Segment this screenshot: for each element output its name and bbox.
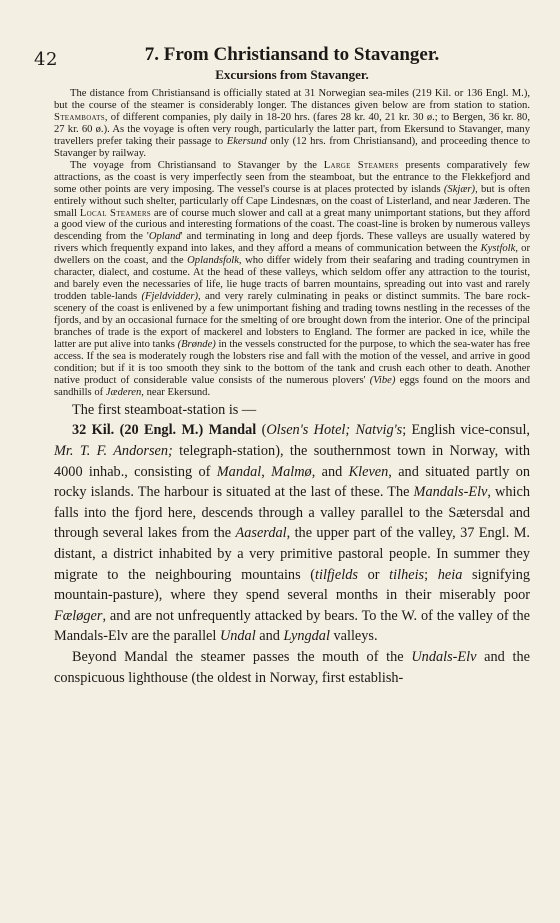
italic-run: tilheis <box>389 566 425 583</box>
text-run: ; English vice-consul, <box>402 422 530 439</box>
italic-run: Jæderen <box>105 386 142 398</box>
book-page <box>0 44 560 923</box>
text-run: or <box>357 566 390 583</box>
text-run: , but is often entirely without such shelter, particularly off Cape Lindesnæs, on the coast of Listerland, and near Jæderen. The small <box>54 183 530 219</box>
italic-run: Undals-Elv <box>411 648 477 665</box>
text-run: The voyage from Christiansand to Stavanger by the <box>70 159 324 171</box>
text-run: valleys. <box>329 628 378 645</box>
paragraph-voyage <box>54 160 530 399</box>
text-run: , who differ widely from their seafaring and trading countrymen in character, dialect, and costume. At the head of these valleys, which seldom offer any attraction to the tourist, and barely even the necessaries of life, lie huge tracts of barren mountains, spreading out into vast and rarely trodden table-lands <box>54 255 531 303</box>
small-caps-run: Local Steamers <box>79 207 151 219</box>
text-run: Beyond Mandal the steamer passes the mouth of the <box>72 648 412 665</box>
text-run: , near Ekersund. <box>141 386 211 398</box>
italic-run: Fæløger <box>54 607 103 624</box>
text-run: , <box>261 463 272 480</box>
italic-run: Oplandsfolk <box>187 255 239 267</box>
text-run: , of different companies, ply daily in 18-20 hrs. (fares 28 kr. 40, 21 kr. 30 ø.; to Bergen, 36 kr. 80, 27 kr. 60 ø.). As the voyage is often very rough, particularly the latter part, from Ekersund to Stavanger, many travellers prefer taking their passage to <box>54 111 530 147</box>
text-run: only (12 hrs. from Christiansand), and proceeding thence to Stavanger by railway. <box>54 135 530 159</box>
paragraph-first-station <box>54 400 530 421</box>
italic-run: Olsen's Hotel; Natvig's <box>266 422 403 439</box>
italic-run: (Vibe) <box>369 374 396 386</box>
text-run: ; <box>424 566 438 583</box>
italic-run: Mandal <box>216 463 262 480</box>
italic-run: Lyngdal <box>283 628 330 645</box>
text-run: , and are not unfrequently attacked by bears. To the W. of the valley of the Mandals-Elv are the parallel <box>54 607 530 645</box>
italic-run: Kystfolk <box>480 243 516 255</box>
large-print-section <box>54 400 530 688</box>
italic-run: Mr. T. F. Andorsen; <box>54 442 173 459</box>
paragraph-beyond-mandal <box>54 647 530 688</box>
paragraph-distance <box>54 88 530 160</box>
text-run: telegraph-station), the southernmost town in Norway, with 4000 inhab., consisting of <box>54 442 530 480</box>
text-run: are of course much slower and call at a great many unimportant stations, but they afford a good view of the curious and interesting formations of the coast. The coast-line is broken by numerous valleys descending from the ' <box>54 207 531 243</box>
italic-run: Mandals-Elv <box>413 484 488 501</box>
text-run: and the conspicuous lighthouse (the oldest in Norway, first establish- <box>54 648 530 686</box>
italic-run: Undal <box>219 628 256 645</box>
italic-run: tilfjelds <box>315 566 358 583</box>
italic-run: Ekersund <box>226 135 267 147</box>
text-run: The first steamboat-station is — <box>72 401 257 418</box>
italic-run: (Fjeldvidder) <box>141 291 199 303</box>
italic-run: Opland <box>148 231 181 243</box>
chapter-title: 7. From Christiansand to Stavanger. <box>144 44 440 65</box>
italic-run: Malmø <box>271 463 312 480</box>
bold-run: 32 Kil. (20 Engl. M.) Mandal <box>72 422 257 439</box>
text-run: , the upper part of the valley, 37 Engl. M. distant, a district inhabited by a very primitive pastoral people. In summer they migrate to the neighbouring mountains ( <box>54 525 530 583</box>
page-number: 42 <box>34 49 58 70</box>
text-run: , which falls into the fjord here, descends through a valley parallel to the Sætersdal and through several lakes from the <box>54 484 530 542</box>
text-run: , and situated partly on rocky islands. The harbour is situated at the last of these. The <box>54 463 530 501</box>
italic-run: (Brønde) <box>177 339 216 351</box>
text-run: , and <box>311 463 349 480</box>
small-print-section <box>54 88 530 399</box>
italic-run: Aaserdal <box>235 525 287 542</box>
small-caps-run: Steamboats <box>54 111 105 123</box>
text-run: ( <box>256 422 267 439</box>
text-run: ' and terminating in long and deep fjords. These valleys are usually watered by rivers which frequently expand into lakes, and they afford a means of communication between the <box>54 231 531 255</box>
text-run: , or dwellers on the coast, and the <box>54 243 530 267</box>
text-run: The distance from Christiansand is officially stated at 31 Norwegian sea-miles (219 Kil. or 136 Engl. M.), but the course of the steamer is considerably longer. The distances given below are from station to station. <box>54 88 530 111</box>
text-run: signifying mountain-pasture), where they spend several months in their miserably poor <box>54 566 530 604</box>
text-run: and <box>255 628 284 645</box>
italic-run: Kleven <box>348 463 389 480</box>
italic-run: heia <box>437 566 463 583</box>
text-run: in the vessels constructed for the purpose, to which the sea-water has free access. If the sea is moderately rough the lobsters rise and fall with the motion of the vessel, and arrive in good condition; but if it is too smooth they sink to the bottom of the tank and crush each other to death. Another native product of considerable value consists of the numerous plovers' <box>54 339 530 386</box>
text-run: presents comparatively few attractions, as the coast is very imperfectly seen from the steamboat, but the entrance to the Flekkefjord and some other points are very imposing. The vessel's course is at places protected by islands <box>54 159 530 195</box>
chapter-subtitle: Excursions from Stavanger. <box>215 67 369 82</box>
text-run: eggs found on the moors and sandhills of <box>54 374 530 398</box>
small-caps-run: Large Steamers <box>323 159 399 171</box>
paragraph-mandal <box>54 420 530 647</box>
italic-run: (Skjær) <box>443 183 476 195</box>
text-run: , and very rarely culminating in peaks or distinct summits. The bare rock-scenery of the coast is enlivened by a few unimportant fishing and trading towns nestling in the recesses of the fjords, and by an occasional furnace for the smelting of ore brought down from the interior. One of the principal branches of trade is the export of mackerel and lobsters to England. The former are packed in ice, while the latter are put alive into tanks <box>54 291 530 351</box>
